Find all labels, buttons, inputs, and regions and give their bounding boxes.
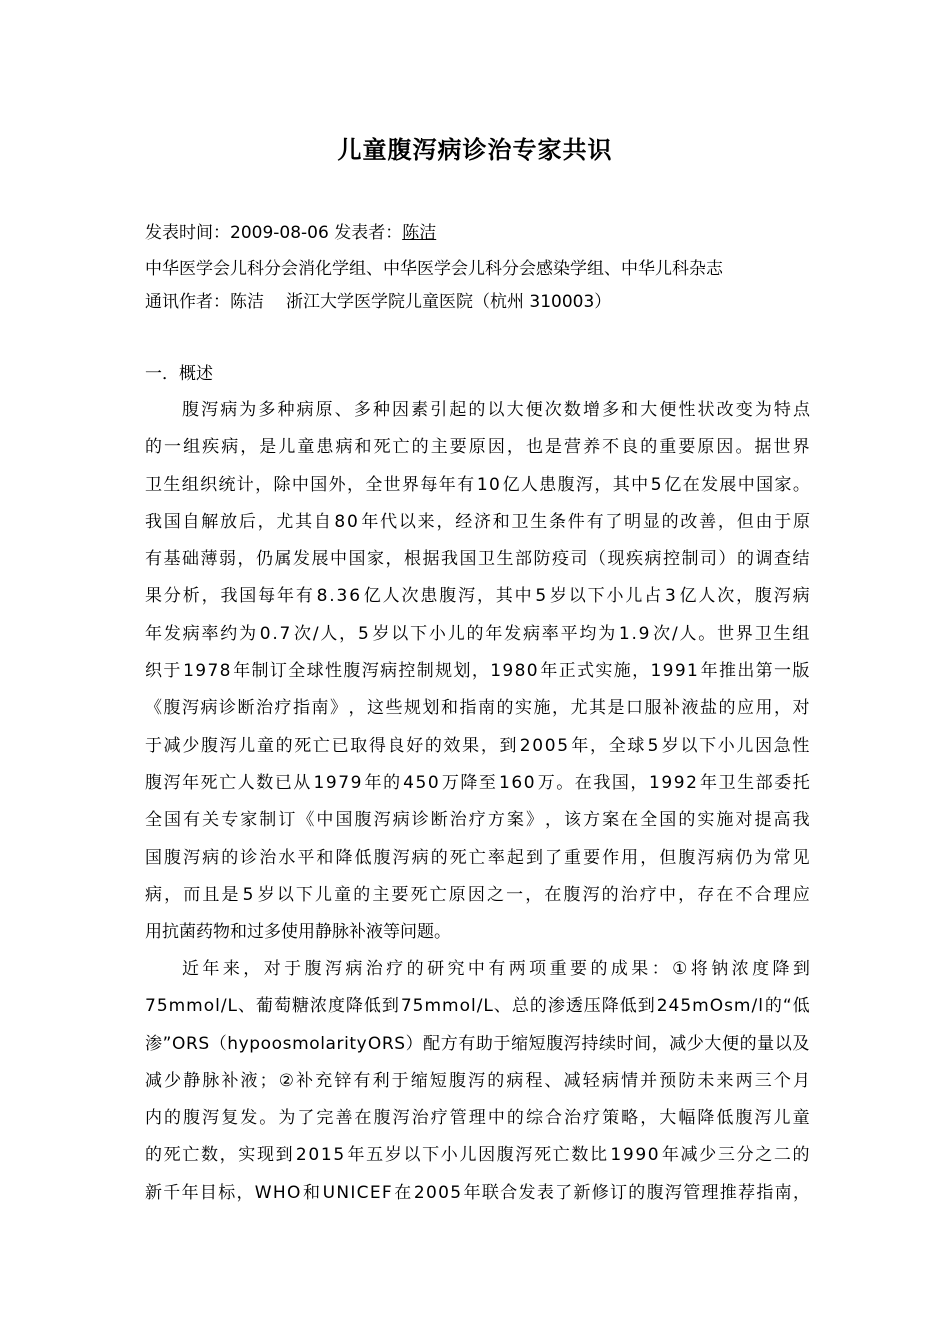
text-line: 卫 生 组 织 统 计 ， 除 中 国 外 ， 全 世 界 每 年 有 1 0 亿 人 患 腹 泻 ， 其 中 5 亿 在 发 展 中 国 家 。 bbox=[145, 474, 810, 495]
text-line: 病 ， 而 且 是 5 岁 以 下 儿 童 的 主 要 死 亡 原 因 之 一 ， 在 腹 泻 的 治 疗 中 ， 存 在 不 合 理 应 bbox=[145, 884, 810, 905]
text-line: 《 腹 泻 病 诊 断 治 疗 指 南 》 ， 这 些 规 划 和 指 南 的 实 施 ， 尤 其 是 口 服 补 液 盐 的 应 用 ， 对 bbox=[145, 698, 810, 719]
text-line: 于 减 少 腹 泻 儿 童 的 死 亡 已 取 得 良 好 的 效 果 ， 到 2 0 0 5 年 ， 全 球 5 岁 以 下 小 儿 因 急 性 bbox=[145, 735, 810, 756]
text-line: 国 腹 泻 病 的 诊 治 水 平 和 降 低 腹 泻 病 的 死 亡 率 起 到 了 重 要 作 用 ， 但 腹 泻 病 仍 为 常 见 bbox=[145, 847, 810, 868]
contact-info bbox=[145, 290, 825, 314]
text-line: 年 发 病 率 约 为 0 . 7 次 / 人 ， 5 岁 以 下 小 儿 的 年 发 病 率 平 均 为 1 . 9 次 / 人 。 世 界 卫 生 组 bbox=[145, 623, 810, 644]
text-line: 有 基 础 薄 弱 ， 仍 属 发 展 中 国 家 ， 根 据 我 国 卫 生 部 防 疫 司 （ 现 疾 病 控 制 司 ） 的 调 查 结 bbox=[145, 549, 810, 570]
text-line: 果 分 析 ， 我 国 每 年 有 8 . 3 6 亿 人 次 患 腹 泻 ， 其 中 5 岁 以 下 小 儿 占 3 亿 人 次 ， 腹 泻 病 bbox=[145, 586, 810, 607]
paragraph-recent-advances bbox=[145, 951, 810, 1212]
section-heading: 一．概述 bbox=[145, 364, 213, 384]
text-line: 腹 泻 年 死 亡 人 数 已 从 1 9 7 9 年 的 4 5 0 万 降 至 1 6 0 万 。 在 我 国 ， 1 9 9 2 年 卫 生 部 委 托 bbox=[145, 772, 810, 793]
text-line: 内 的 腹 泻 复 发 。 为 了 完 善 在 腹 泻 治 疗 管 理 中 的 综 合 治 疗 策 略 ， 大 幅 降 低 腹 泻 儿 童 bbox=[145, 1108, 810, 1129]
text-line: 减 少 静 脉 补 液 ； ② 补 充 锌 有 利 于 缩 短 腹 泻 的 病 程 、 减 轻 病 情 并 预 防 未 来 两 三 个 月 bbox=[145, 1070, 810, 1091]
text-line: 7 5 m m o l / L 、 葡 萄 糖 浓 度 降 低 到 7 5 m m o l / L 、 总 的 渗 透 压 降 低 到 2 4 5 m O s m / l 的 “ 低 bbox=[145, 996, 810, 1017]
paragraph-overview bbox=[145, 392, 810, 951]
text-line: 渗 ” O R S （ h y p o o s m o l a r i t y O R S ） 配 方 有 助 于 缩 短 腹 泻 持 续 时 间 ， 减 少 大 便 的 量 以 及 bbox=[145, 1033, 810, 1054]
organizations: 中华医学会儿科分会消化学组、中华医学会儿科分会感染学组、中华儿科杂志 bbox=[145, 259, 723, 279]
document-title: 儿童腹泻病诊治专家共识 bbox=[337, 136, 613, 164]
text-line: 织 于 1 9 7 8 年 制 订 全 球 性 腹 泻 病 控 制 规 划 ， 1 9 8 0 年 正 式 实 施 ， 1 9 9 1 年 推 出 第 一 版 bbox=[145, 661, 810, 682]
publish-info bbox=[145, 221, 825, 245]
publish-label: 发表时间：2009-08-06 发表者： bbox=[145, 223, 403, 243]
text-line: 全 国 有 关 专 家 制 订 《 中 国 腹 泻 病 诊 断 治 疗 方 案 》 ， 该 方 案 在 全 国 的 实 施 对 提 高 我 bbox=[145, 810, 810, 831]
text-line: 我 国 自 解 放 后 ， 尤 其 自 8 0 年 代 以 来 ， 经 济 和 卫 生 条 件 有 了 明 显 的 改 善 ， 但 由 于 原 bbox=[145, 511, 810, 532]
contact-label: 通讯作者：陈洁 bbox=[145, 292, 264, 312]
contact-affiliation: 浙江大学医学院儿童医院（杭州 310003） bbox=[286, 292, 612, 312]
text-line: 的 死 亡 数 ， 实 现 到 2 0 1 5 年 五 岁 以 下 小 儿 因 腹 泻 死 亡 数 比 1 9 9 0 年 减 少 三 分 之 二 的 bbox=[145, 1145, 810, 1166]
author-link[interactable]: 陈洁 bbox=[402, 223, 437, 243]
text-line: 腹 泻 病 为 多 种 病 原 、 多 种 因 素 引 起 的 以 大 便 次 数 增 多 和 大 便 性 状 改 变 为 特 点 bbox=[182, 400, 810, 420]
text-line: 新 千 年 目 标 ， W H O 和 U N I C E F 在 2 0 0 5 年 联 合 发 表 了 新 修 订 的 腹 泻 管 理 推 荐 指 南 ， bbox=[145, 1182, 810, 1203]
text-line: 近 年 来 ， 对 于 腹 泻 病 治 疗 的 研 究 中 有 两 项 重 要 的 成 果 ： ① 将 钠 浓 度 降 到 bbox=[182, 959, 810, 979]
text-line: 用抗菌药物和过多使用静脉补液等问题。 bbox=[145, 922, 451, 943]
text-line: 的 一 组 疾 病 ， 是 儿 童 患 病 和 死 亡 的 主 要 原 因 ， 也 是 营 养 不 良 的 重 要 原 因 。 据 世 界 bbox=[145, 437, 810, 458]
